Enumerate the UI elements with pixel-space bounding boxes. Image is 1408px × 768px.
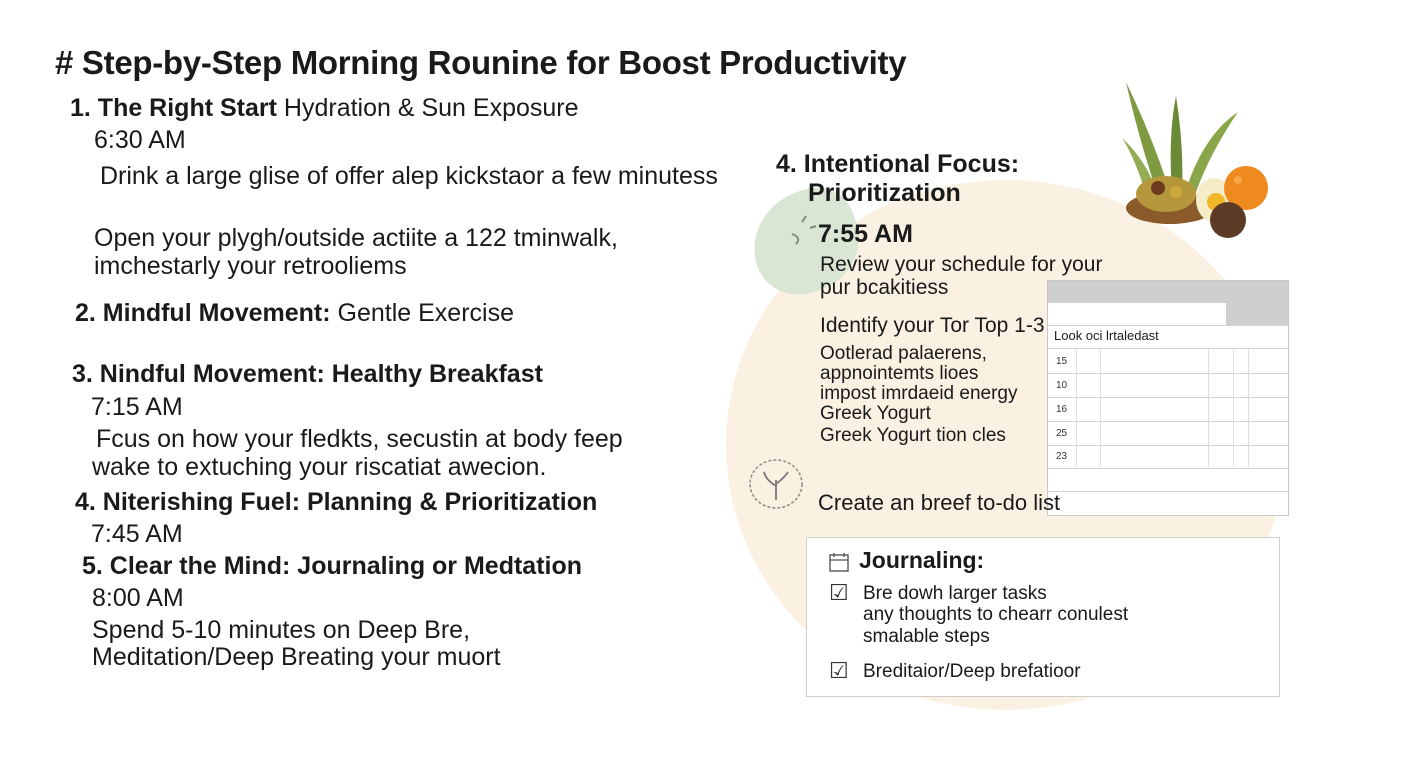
step-1-time: 6:30 AM (94, 126, 186, 154)
step-2-label: 2. Mindful Movement: (75, 299, 331, 327)
sheet-row-number: 16 (1056, 404, 1068, 415)
focus-review-line-1: Review your schedule for your (820, 253, 1103, 276)
step-1-text-1: Drink a large glise of offer alep kickstaor a few minutess (100, 162, 718, 190)
step-3-time: 7:15 AM (91, 393, 183, 421)
step-1-text-3: imchestarly your retrooliems (94, 252, 407, 280)
step-2-title (75, 299, 514, 328)
sheet-header-bar (1048, 281, 1288, 303)
focus-review-line-2: pur bcakitiess (820, 276, 949, 299)
schedule-sheet (1047, 280, 1289, 516)
focus-title-line-1: 4. Intentional Focus: (776, 150, 1020, 178)
step-1-subtitle: Hydration & Sun Exposure (276, 94, 579, 122)
sheet-divider (1048, 397, 1288, 398)
journal-item-1-line-2: any thoughts to chearr conulest (863, 604, 1129, 625)
focus-identify: Identify your Tor Top 1-3 (820, 314, 1045, 337)
step-5-text-2: Meditation/Deep Breating your muort (92, 643, 501, 671)
journal-item-1-line-3: smalable steps (863, 626, 990, 647)
step-3-label: 3. Nindful Movement: Healthy Breakfast (72, 360, 543, 388)
step-3-text-1: Fcus on how your fledkts, secustin at body feep (96, 425, 623, 453)
focus-list-item: impost imrdaeid energy (820, 383, 1018, 404)
focus-list-item: appnointemts lioes (820, 363, 979, 384)
step-5-time: 8:00 AM (92, 584, 184, 612)
journal-item-2: Breditaior/Deep brefatioor (863, 661, 1081, 682)
journaling-card (806, 537, 1280, 697)
step-5-text-1: Spend 5-10 minutes on Deep Bre, (92, 616, 471, 644)
calendar-icon (829, 552, 849, 572)
sheet-row-number: 15 (1056, 356, 1068, 367)
page-title: # Step-by-Step Morning Rounine for Boost Productivity (55, 44, 907, 81)
checkbox-checked-icon[interactable]: ☑ (829, 658, 849, 683)
journaling-title: Journaling: (859, 547, 985, 573)
sheet-column-line (1208, 349, 1209, 467)
sheet-column-line (1076, 349, 1077, 467)
sheet-header-text: Look oci lrtaledast (1054, 328, 1159, 343)
sheet-row-number: 25 (1056, 428, 1068, 439)
sheet-divider (1048, 468, 1288, 469)
focus-list-item: Greek Yogurt tion cles (820, 425, 1006, 446)
step-1-label: 1. The Right Start (70, 94, 277, 122)
step-1-title (70, 94, 579, 123)
checkbox-checked-icon[interactable]: ☑ (829, 580, 849, 605)
step-4-time: 7:45 AM (91, 520, 183, 548)
sheet-divider (1048, 348, 1288, 349)
focus-list (820, 344, 1017, 446)
focus-time: 7:55 AM (818, 220, 913, 248)
step-1-text-2: Open your plygh/outside actiite a 122 tminwalk, (94, 224, 618, 252)
sheet-row-number: 10 (1056, 380, 1068, 391)
step-2-subtitle: Gentle Exercise (330, 299, 514, 327)
breakfast-food-icon (1118, 76, 1288, 241)
focus-list-item: Ootlerad palaerens, (820, 343, 987, 364)
sheet-divider (1048, 491, 1288, 492)
sheet-column-line (1248, 349, 1249, 467)
sheet-divider (1048, 373, 1288, 374)
sheet-column-line (1100, 349, 1101, 467)
step-5-title (82, 552, 582, 581)
focus-create: Create an breef to-do list (818, 490, 1061, 515)
sheet-divider (1048, 445, 1288, 446)
journal-item-1-line-1: Bre dowh larger tasks (863, 583, 1047, 604)
sheet-divider (1048, 421, 1288, 422)
step-4-title (75, 488, 597, 517)
sheet-header-cell (1226, 303, 1288, 325)
focus-list-item: Greek Yogurt (820, 403, 931, 424)
sheet-divider (1048, 325, 1288, 326)
step-4-label: 4. Niterishing Fuel: Planning & Prioritization (75, 488, 598, 516)
sheet-row-number: 23 (1056, 451, 1068, 462)
focus-title-line-2: Prioritization (808, 179, 961, 207)
sprout-sketch-icon (746, 456, 806, 512)
step-3-text-2: wake to extuching your riscatiat awecion. (92, 453, 547, 481)
sheet-column-line (1233, 349, 1234, 467)
step-3-title (72, 360, 543, 389)
step-5-label: 5. Clear the Mind: Journaling or Medtation (82, 552, 583, 580)
